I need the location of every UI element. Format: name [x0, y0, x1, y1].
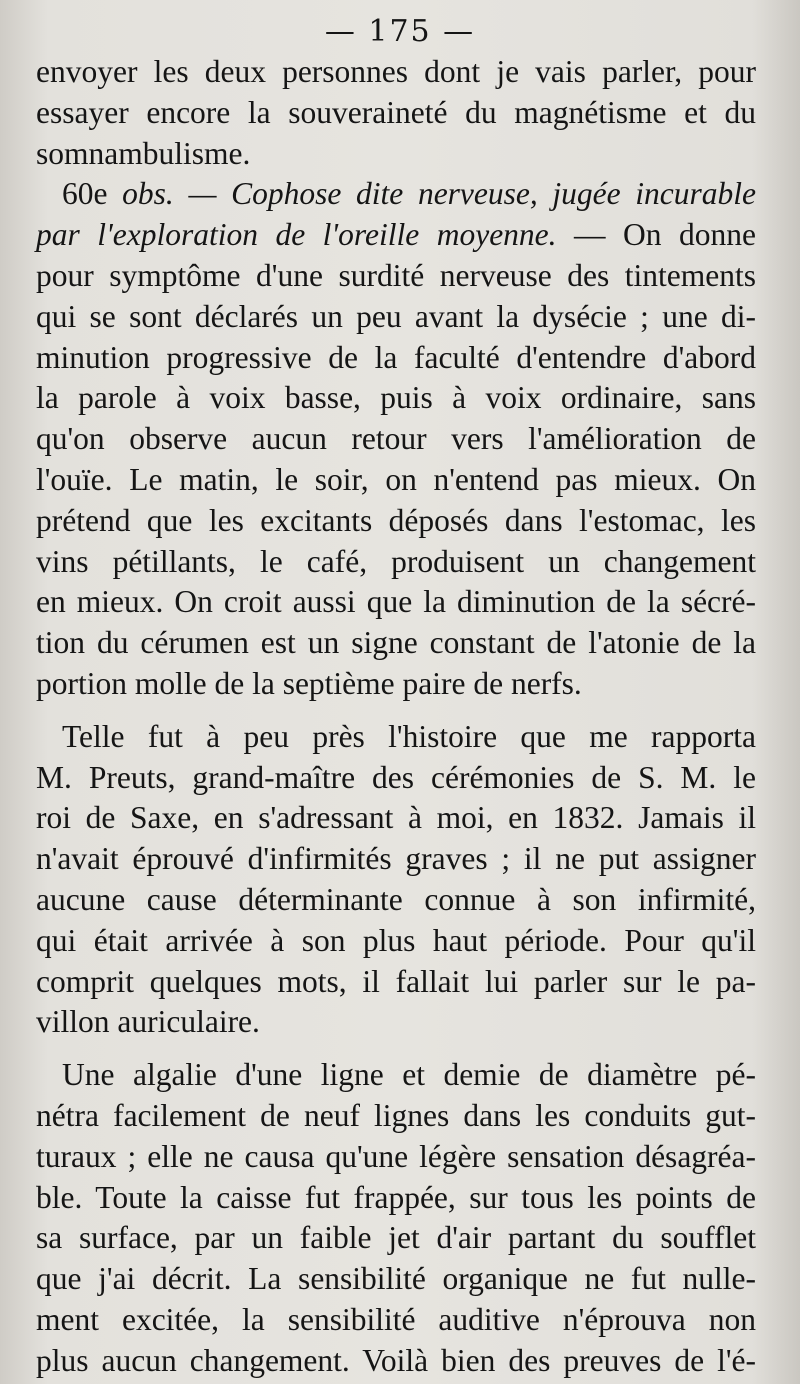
- text-line: pour symptôme d'une surdité nerveuse des tintements: [36, 257, 756, 293]
- text-line: qui se sont déclarés un peu avant la dysécie ; une di-: [36, 298, 756, 334]
- text-line: en mieux. On croit aussi que la diminution de la sécré-: [36, 584, 756, 620]
- text-line: ble. Toute la caisse fut frappée, sur tous les points de: [36, 1179, 756, 1215]
- text-line: turaux ; elle ne causa qu'une légère sensation désagréa-: [36, 1138, 756, 1174]
- text-line: n'avait éprouvé d'infirmités graves ; il ne put assigner: [36, 841, 756, 877]
- paragraph: [36, 1055, 756, 1381]
- text-line: tion du cérumen est un signe constant de l'atonie de la: [36, 625, 756, 661]
- text-fragment: — On donne: [556, 217, 756, 253]
- text-line: M. Preuts, grand-maître des cérémonies de S. M. le: [36, 759, 756, 795]
- text-line: envoyer les deux personnes dont je vais parler, pour: [36, 54, 756, 89]
- text-line: comprit quelques mots, il fallait lui parler sur le pa-: [36, 963, 756, 999]
- text-line: vins pétillants, le café, produisent un changement: [36, 543, 756, 579]
- text-line: sa surface, par un faible jet d'air partant du soufflet: [36, 1220, 756, 1256]
- paragraph-gap: [36, 1043, 756, 1055]
- text-line: aucune cause déterminante connue à son infirmité,: [36, 881, 756, 917]
- text-line: que j'ai décrit. La sensibilité organique ne fut nulle-: [36, 1261, 756, 1297]
- text-line: l'ouïe. Le matin, le soir, on n'entend pas mieux. On: [36, 461, 756, 497]
- observation-label: obs.: [122, 176, 174, 212]
- observation-number: 60e: [62, 176, 108, 212]
- text-line: Une algalie d'une ligne et demie de diamètre pé-: [62, 1057, 756, 1093]
- text-line: portion molle de la septième paire de nerfs.: [36, 665, 582, 701]
- observation-title-line: [36, 174, 756, 215]
- observation-title: — Cophose dite nerveuse, jugée incurable: [188, 176, 757, 212]
- text-line: prétend que les excitants déposés dans l'estomac, les: [36, 502, 756, 538]
- text-line: roi de Saxe, en s'adressant à moi, en 1832. Jamais il: [36, 800, 756, 836]
- text-line: ment excitée, la sensibilité auditive n'éprouva non: [36, 1301, 756, 1337]
- observation-title-line: [36, 215, 756, 256]
- paragraph: [36, 717, 756, 1043]
- text-line: qu'on observe aucun retour vers l'amélioration de: [36, 421, 756, 457]
- paragraph: [36, 52, 756, 174]
- text-line: plus aucun changement. Voilà bien des preuves de l'é-: [36, 1342, 756, 1378]
- observation-title-cont: par l'exploration de l'oreille moyenne.: [36, 217, 557, 253]
- paragraph-gap: [36, 705, 756, 717]
- text-line: Telle fut à peu près l'histoire que me rapporta: [62, 718, 756, 754]
- observation-paragraph: [36, 174, 756, 704]
- page-body: [36, 52, 756, 1382]
- text-line: essayer encore la souveraineté du magnétisme et du: [36, 94, 756, 130]
- text-line: somnambulisme.: [36, 135, 251, 171]
- page-number: — 175 —: [324, 14, 476, 49]
- text-line: nétra facilement de neuf lignes dans les conduits gut-: [36, 1097, 756, 1133]
- text-line: minution progressive de la faculté d'entendre d'abord: [36, 339, 756, 375]
- text-line: villon auriculaire.: [36, 1004, 260, 1040]
- text-line: qui était arrivée à son plus haut période. Pour qu'il: [36, 922, 756, 958]
- text-line: la parole à voix basse, puis à voix ordinaire, sans: [36, 380, 756, 416]
